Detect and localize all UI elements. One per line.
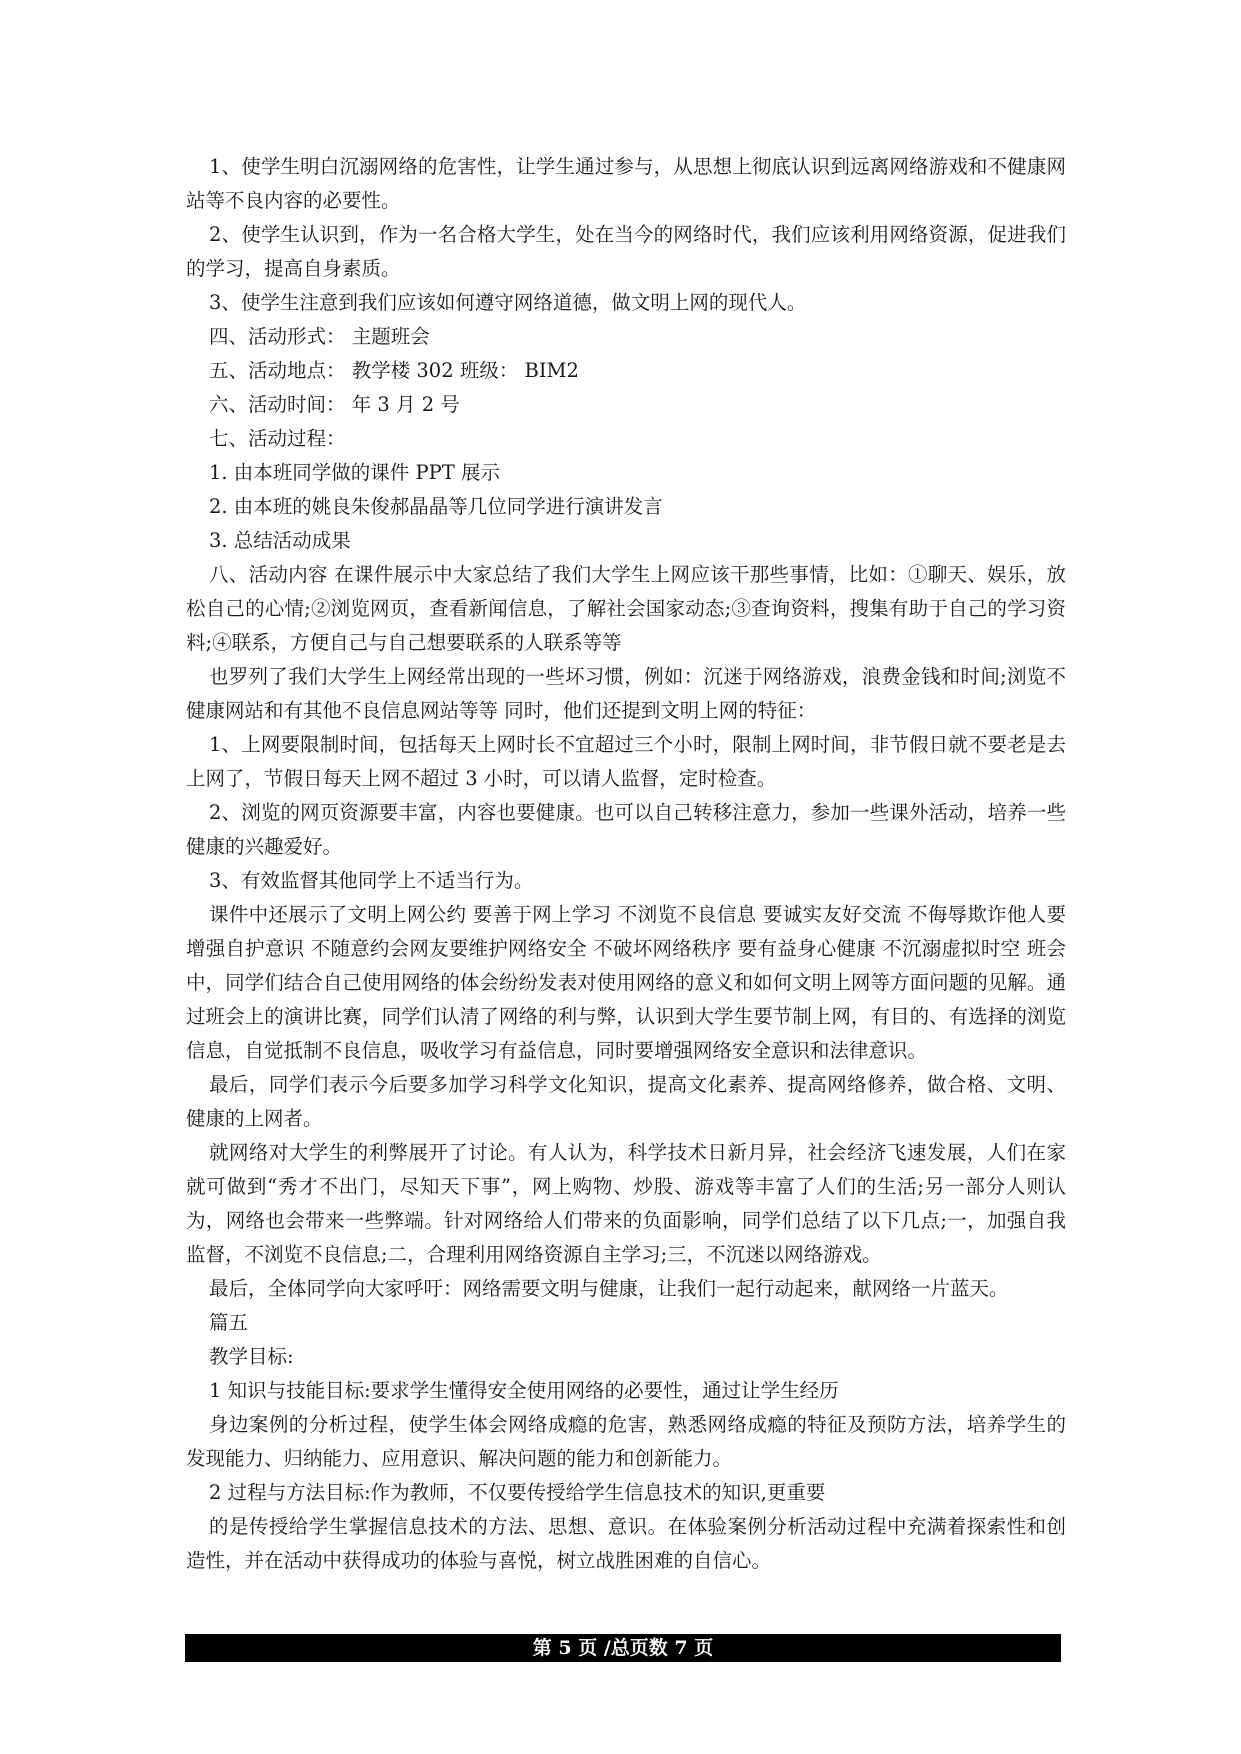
paragraph: 3、使学生注意到我们应该如何遵守网络道德，做文明上网的现代人。 <box>209 291 807 314</box>
paragraph: 1、上网要限制时间，包括每天上网时长不宜超过三个小时，限制上网时间，非节假日就不要老是去上网了，节假日每天上网不超过 3 小时，可以请人监督，定时检查。 <box>186 733 1066 790</box>
paragraph: 七、活动过程： <box>209 427 346 450</box>
paragraph: 1. 由本班同学做的课件 PPT 展示 <box>209 461 500 484</box>
paragraph: 2. 由本班的姚良朱俊郝晶晶等几位同学进行演讲发言 <box>209 495 663 518</box>
paragraph: 最后，同学们表示今后要多加学习科学文化知识，提高文化素养、提高网络修养，做合格、文明、健康的上网者。 <box>186 1073 1066 1130</box>
page-number: 第 5 页 /总页数 7 页 <box>532 1637 714 1659</box>
paragraph: 教学目标: <box>209 1345 294 1368</box>
paragraph: 也罗列了我们大学生上网经常出现的一些坏习惯，例如：沉迷于网络游戏，浪费金钱和时间;浏览不健康网站和有其他不良信息网站等等 同时，他们还提到文明上网的特征： <box>186 665 1066 722</box>
paragraph: 1、使学生明白沉溺网络的危害性，让学生通过参与，从思想上彻底认识到远离网络游戏和不健康网站等不良内容的必要性。 <box>186 155 1066 212</box>
document-body <box>186 150 1066 1578</box>
paragraph: 3、有效监督其他同学上不适当行为。 <box>209 869 534 892</box>
paragraph: 身边案例的分析过程，使学生体会网络成瘾的危害，熟悉网络成瘾的特征及预防方法，培养学生的发现能力、归纳能力、应用意识、解决问题的能力和创新能力。 <box>186 1413 1066 1470</box>
paragraph: 四、活动形式： 主题班会 <box>209 325 430 348</box>
paragraph: 2、浏览的网页资源要丰富，内容也要健康。也可以自己转移注意力，参加一些课外活动，培养一些健康的兴趣爱好。 <box>186 801 1066 858</box>
paragraph: 最后，全体同学向大家呼吁：网络需要文明与健康，让我们一起行动起来，献网络一片蓝天。 <box>209 1277 1009 1300</box>
section-heading: 篇五 <box>209 1311 249 1334</box>
paragraph: 就网络对大学生的利弊展开了讨论。有人认为，科学技术日新月异，社会经济飞速发展，人们在家就可做到“秀才不出门，尽知天下事”，网上购物、炒股、游戏等丰富了人们的生活;另一部分人则认为，网络也会带来一些弊端。针对网络给人们带来的负面影响，同学们总结了以下几点;一，加强自我监督，不浏览不良信息;二，合理利用网络资源自主学习;三，不沉迷以网络游戏。 <box>186 1141 1066 1266</box>
paragraph: 课件中还展示了文明上网公约 要善于网上学习 不浏览不良信息 要诚实友好交流 不侮辱欺诈他人要增强自护意识 不随意约会网友要维护网络安全 不破坏网络秩序 要有益身心健康 不沉溺虚拟时空 班会中，同学们结合自己使用网络的体会纷纷发表对使用网络的意义和如何文明上网等方面问题的见解。通过班会上的演讲比赛，同学们认清了网络的利与弊，认识到大学生要节制上网，有目的、有选择的浏览信息，自觉抵制不良信息，吸收学习有益信息，同时要增强网络安全意识和法律意识。 <box>186 903 1066 1062</box>
paragraph: 五、活动地点： 教学楼 302 班级： BIM2 <box>209 359 579 382</box>
paragraph: 3. 总结活动成果 <box>209 529 351 552</box>
page-footer <box>185 1634 1061 1662</box>
paragraph: 六、活动时间： 年 3 月 2 号 <box>209 393 460 416</box>
paragraph: 1 知识与技能目标:要求学生懂得安全使用网络的必要性，通过让学生经历 <box>209 1379 839 1402</box>
paragraph: 2、使学生认识到，作为一名合格大学生，处在当今的网络时代，我们应该利用网络资源，促进我们的学习，提高自身素质。 <box>186 223 1066 280</box>
paragraph: 八、活动内容 在课件展示中大家总结了我们大学生上网应该干那些事情，比如：①聊天、娱乐，放松自己的心情;②浏览网页，查看新闻信息，了解社会国家动态;③查询资料，搜集有助于自己的学习资料;④联系，方便自己与自己想要联系的人联系等等 <box>186 563 1066 654</box>
paragraph: 2 过程与方法目标:作为教师，不仅要传授给学生信息技术的知识,更重要 <box>209 1481 826 1504</box>
paragraph: 的是传授给学生掌握信息技术的方法、思想、意识。在体验案例分析活动过程中充满着探索性和创造性，并在活动中获得成功的体验与喜悦，树立战胜困难的自信心。 <box>186 1515 1066 1572</box>
